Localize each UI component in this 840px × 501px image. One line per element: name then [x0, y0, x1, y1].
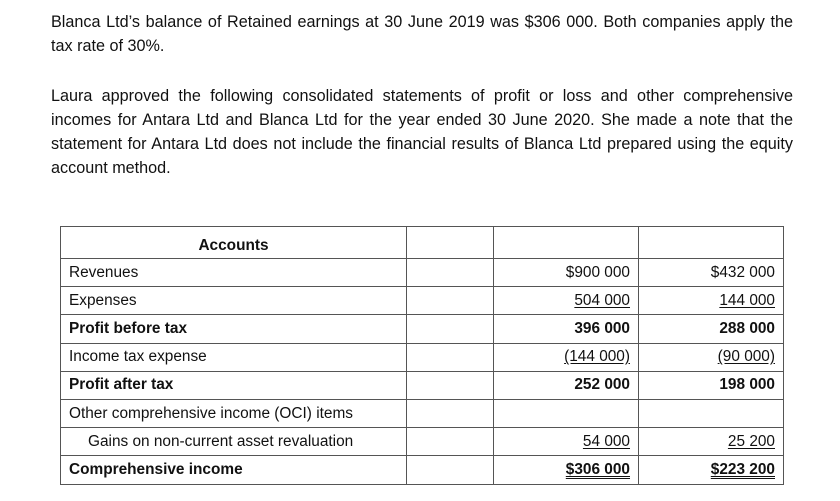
header-empty-cell [639, 227, 784, 259]
gap-cell [407, 428, 494, 456]
table-row-expenses [61, 287, 784, 315]
row-label: Gains on non-current asset revaluation [61, 428, 407, 456]
row-label: Expenses [61, 287, 407, 315]
table-row-income-tax-expense [61, 343, 784, 371]
comprehensive-income-table [60, 226, 784, 485]
table-row-revaluation-gains [61, 428, 784, 456]
row-label: Income tax expense [61, 343, 407, 371]
header-empty-cell [494, 227, 639, 259]
gap-cell [407, 456, 494, 484]
row-label: Revenues [61, 259, 407, 287]
table-row-profit-before-tax [61, 315, 784, 343]
blanca-value: 144 000 [639, 287, 784, 315]
antara-value: 504 000 [494, 287, 639, 315]
antara-value: $306 000 [494, 456, 639, 484]
gap-cell [407, 343, 494, 371]
blanca-value: 25 200 [639, 428, 784, 456]
gap-cell [407, 371, 494, 399]
blanca-value: 288 000 [639, 315, 784, 343]
row-label: Profit before tax [61, 315, 407, 343]
blanca-value [639, 399, 784, 427]
table-row-oci-items [61, 399, 784, 427]
table-row-comprehensive-income [61, 456, 784, 484]
accounts-header: Accounts [61, 227, 407, 259]
antara-value [494, 399, 639, 427]
antara-value: 252 000 [494, 371, 639, 399]
blanca-value: 198 000 [639, 371, 784, 399]
table-header-row [61, 227, 784, 259]
gap-cell [407, 315, 494, 343]
antara-value: 54 000 [494, 428, 639, 456]
row-label: Comprehensive income [61, 456, 407, 484]
intro-paragraph-statements: Laura approved the following consolidated statements of profit or loss and other comprehensive incomes for Antara Ltd and Blanca Ltd for the year ended 30 June 2020. She made a note that the statement for Antara Ltd does not include the financial results of Blanca Ltd prepared using the equity account method. [51, 87, 793, 177]
row-label: Other comprehensive income (OCI) items [61, 399, 407, 427]
blanca-value: (90 000) [639, 343, 784, 371]
blanca-value: $432 000 [639, 259, 784, 287]
gap-cell [407, 287, 494, 315]
gap-cell [407, 259, 494, 287]
antara-value: (144 000) [494, 343, 639, 371]
antara-value: 396 000 [494, 315, 639, 343]
table-row-profit-after-tax [61, 371, 784, 399]
row-label: Profit after tax [61, 371, 407, 399]
table-row-revenues [61, 259, 784, 287]
gap-cell [407, 399, 494, 427]
intro-paragraph-retained-earnings: Blanca Ltd’s balance of Retained earnings at 30 June 2019 was $306 000. Both companies apply the tax rate of 30%. [51, 13, 793, 55]
blanca-value: $223 200 [639, 456, 784, 484]
antara-value: $900 000 [494, 259, 639, 287]
header-empty-cell [407, 227, 494, 259]
